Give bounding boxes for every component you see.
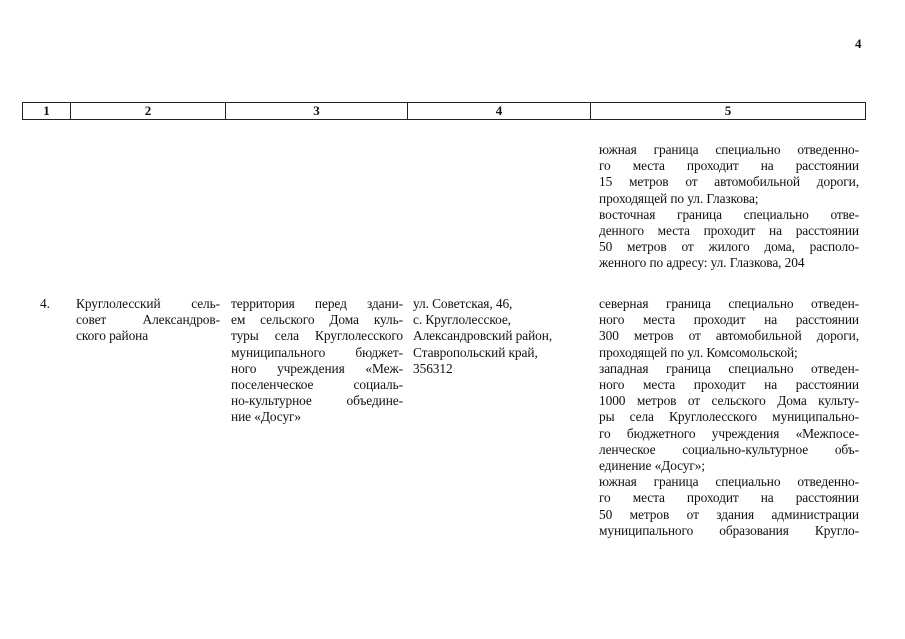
text-line: территория перед здани- xyxy=(231,296,403,311)
header-col-4: 4 xyxy=(408,103,591,120)
text-line: ного учреждения «Меж- xyxy=(231,360,403,376)
text-line: 1000 метров от сельского Дома культу- xyxy=(599,393,859,409)
text-line: но-культурное объедине- xyxy=(231,393,403,409)
text-line: ние «Досуг» xyxy=(231,409,302,425)
column-number-header xyxy=(22,102,866,120)
header-col-5: 5 xyxy=(591,103,866,120)
boundaries-cell xyxy=(599,296,859,539)
address-cell xyxy=(413,296,585,377)
text-line: проходящей по ул. Комсомольской; xyxy=(599,344,798,360)
text-line: ры села Круглолесского муниципально- xyxy=(599,409,859,425)
text-line: северная граница специально отведен- xyxy=(599,296,859,311)
text-line: муниципального образования Кругло- xyxy=(599,522,859,538)
row-number: 4. xyxy=(40,296,50,311)
text-line: с. Круглолесское, xyxy=(413,312,511,328)
territory-cell xyxy=(231,296,403,426)
text-line: ул. Советская, 46, xyxy=(413,296,513,311)
text-line: Александровский район, xyxy=(413,328,553,344)
text-line: женного по адресу: ул. Глазкова, 204 xyxy=(599,255,805,271)
text-line: 50 метров от здания администрации xyxy=(599,506,859,522)
text-line: поселенческое социаль- xyxy=(231,377,403,393)
page-number: 4 xyxy=(855,36,862,51)
text-line: южная граница специально отведенно- xyxy=(599,142,859,157)
header-col-3: 3 xyxy=(226,103,408,120)
text-line: ленческое социально-культурное объ- xyxy=(599,441,859,457)
text-line: ного места проходит на расстоянии xyxy=(599,377,859,393)
text-line: го бюджетного учреждения «Межпосе- xyxy=(599,425,859,441)
text-line: 300 метров от автомобильной дороги, xyxy=(599,328,859,344)
text-line: совет Александров- xyxy=(76,312,220,328)
text-line: восточная граница специально отве- xyxy=(599,206,859,222)
header-col-2: 2 xyxy=(71,103,226,120)
text-line: 356312 xyxy=(413,360,453,376)
text-line: го места проходит на расстоянии xyxy=(599,490,859,506)
text-line: муниципального бюджет- xyxy=(231,344,403,360)
continuation-boundaries-text xyxy=(599,142,859,272)
text-line: го места проходит на расстоянии xyxy=(599,158,859,174)
header-col-1: 1 xyxy=(23,103,71,120)
text-line: проходящей по ул. Глазкова; xyxy=(599,190,759,206)
text-line: ного места проходит на расстоянии xyxy=(599,312,859,328)
header-row xyxy=(23,103,866,120)
text-line: 50 метров от жилого дома, располо- xyxy=(599,239,859,255)
text-line: Ставропольский край, xyxy=(413,344,538,360)
text-line: туры села Круглолесского xyxy=(231,328,403,344)
text-line: ем сельского Дома куль- xyxy=(231,312,403,328)
text-line: единение «Досуг»; xyxy=(599,458,706,474)
text-line: Круглолесский сель- xyxy=(76,296,220,311)
text-line: западная граница специально отведен- xyxy=(599,360,859,376)
text-line: денного места проходит на расстоянии xyxy=(599,223,859,239)
text-line: ского района xyxy=(76,328,149,344)
municipality-cell xyxy=(76,296,220,345)
text-line: южная граница специально отведенно- xyxy=(599,474,859,490)
text-line: 15 метров от автомобильной дороги, xyxy=(599,174,859,190)
